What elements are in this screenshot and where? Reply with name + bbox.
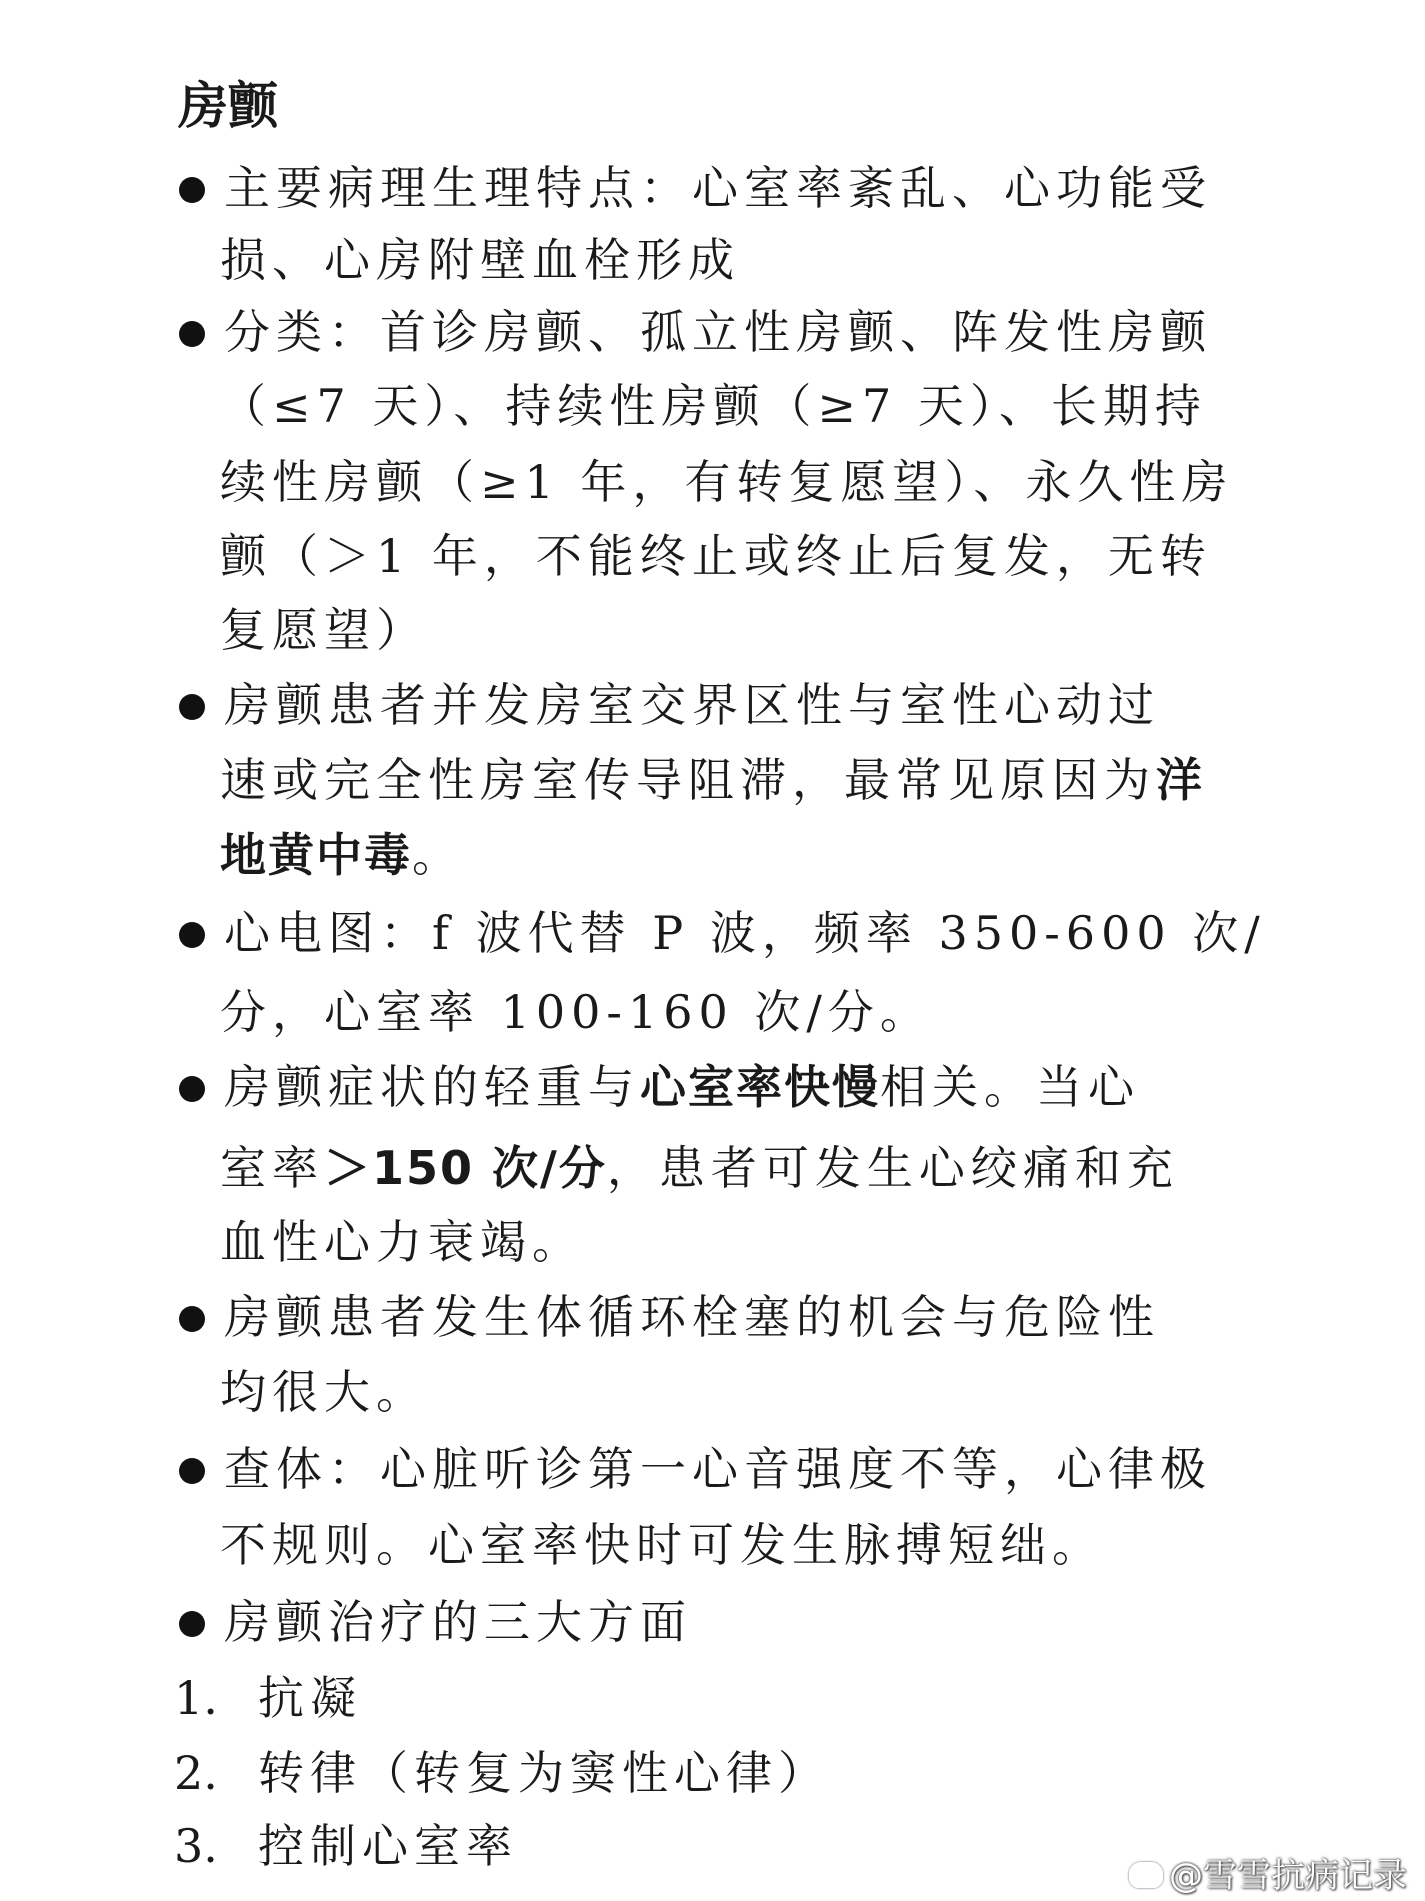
bullet-dot [179,1306,205,1332]
bullet-dot [179,321,205,347]
text-run: 室率 [220,1141,324,1195]
text-run: 。 [412,828,464,882]
text-line: 均很大。 [220,1365,428,1419]
text-line: 心电图：f 波代替 P 波，频率 350-600 次/ [224,906,1266,960]
page-title: 房颤 [178,77,278,135]
text-line: 颤（＞1 年，不能终止或终止后复发，无转 [220,529,1212,583]
emphasis-text: 洋 [1156,753,1204,807]
list-number: 2. [174,1746,218,1800]
text-line [220,750,1204,810]
text-line: 血性心力衰竭。 [220,1215,584,1269]
text-line: 分，心室率 100-160 次/分。 [220,985,932,1039]
emphasis-text: 心室率快慢 [640,1060,880,1114]
text-line: 复愿望） [220,603,428,657]
bullet-dot [179,1611,205,1637]
text-line: 损、心房附壁血栓形成 [220,233,740,287]
bullet-dot [179,177,205,203]
text-line: 不规则。心室率快时可发生脉搏短绌。 [220,1518,1104,1572]
bullet-dot [179,922,205,948]
emphasis-text: 地黄中毒 [220,828,412,882]
text-line: 查体：心脏听诊第一心音强度不等，心律极 [224,1442,1212,1496]
text-line [220,1138,1179,1198]
paw-icon [1129,1862,1163,1888]
text-line: （≤7 天）、持续性房颤（≥7 天）、长期持 [220,379,1207,433]
list-item-text: 控制心室率 [258,1819,518,1873]
text-run: 速或完全性房室传导阻滞，最常见原因为 [220,753,1156,807]
list-item-text: 抗凝 [258,1671,362,1725]
text-line: 房颤患者并发房室交界区性与室性心动过 [224,678,1160,732]
text-run: ，患者可发生心绞痛和充 [606,1141,1179,1195]
watermark-text: @雪雪抗病记录 [1169,1856,1407,1896]
text-run: 房颤症状的轻重与 [224,1060,640,1114]
bullet-dot [179,1458,205,1484]
text-line [220,825,464,885]
text-run: 相关。当心 [880,1060,1140,1114]
text-line: 房颤患者发生体循环栓塞的机会与危险性 [224,1290,1160,1344]
text-line: 分类：首诊房颤、孤立性房颤、阵发性房颤 [224,305,1212,359]
text-line [224,1057,1140,1117]
text-line: 房颤治疗的三大方面 [224,1595,692,1649]
text-line: 续性房颤（≥1 年，有转复愿望）、永久性房 [220,455,1234,509]
bullet-dot [179,694,205,720]
list-number: 1. [174,1671,218,1725]
emphasis-text: ＞150 次/分 [324,1141,607,1195]
bullet-dot [179,1076,205,1102]
watermark [1129,1856,1407,1896]
text-line: 主要病理生理特点：心室率紊乱、心功能受 [224,161,1212,215]
list-item-text: 转律（转复为窦性心律） [258,1746,830,1800]
list-number: 3. [174,1819,218,1873]
